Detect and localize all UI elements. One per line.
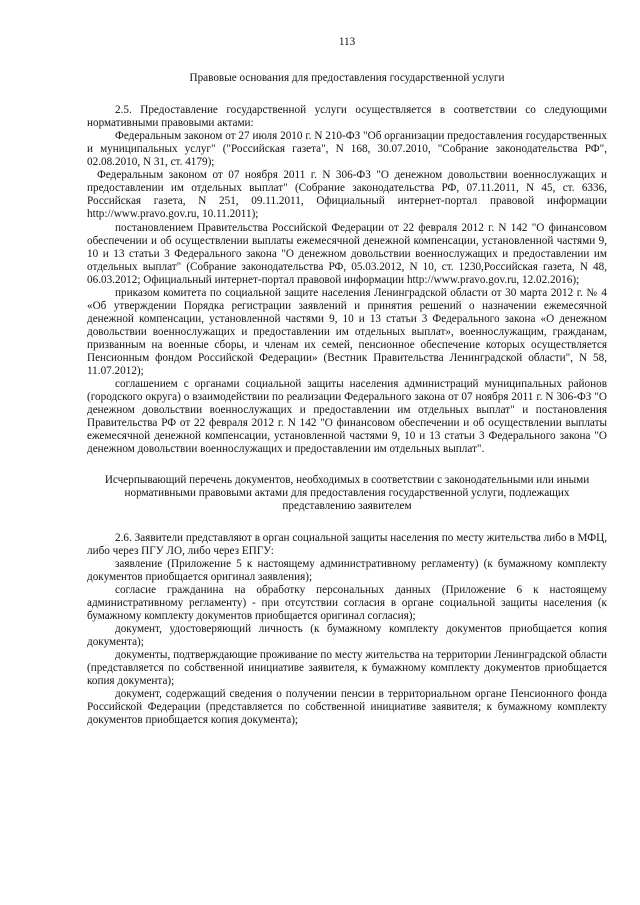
paragraph-identity-document: документ, удостоверяющий личность (к бумажному комплекту документов приобщается копия документа); [87, 622, 607, 648]
paragraph-law-210: Федеральным законом от 27 июля 2010 г. N 210-ФЗ "Об организации предоставления государственных и муниципальных услуг" ("Российская газета", N 168, 30.07.2010, "Собрание законодательства РФ", 02.08.2010, N 31, ст. 4179); [87, 130, 607, 169]
paragraph-law-306: Федеральным законом от 07 ноября 2011 г. N 306-ФЗ "О денежном довольствии военнослужащих и предоставлении им отдельных выплат" (Собрание законодательства РФ, 07.11.2011, N 45, ст. 6336, Российская газета, N 251, 09.11.2011, Официальный интернет-портал правовой информации http://www.pravo.gov.ru, 10.11.2011); [87, 169, 607, 221]
paragraph-order-4: приказом комитета по социальной защите населения Ленинградской области от 30 марта 2012 г. № 4 «Об утверждении Порядка регистрации заявлений и принятия решений о назначении ежемесячной денежной компенсации, установленной частями 9, 10 и 13 статьи 3 Федерального закона «О денежном довольствии военнослужащих и предоставлении им отдельных выплат», военнослужащим, гражданам, призванным на военные сборы, и членам их семей, пенсионное обеспечение которых осуществляется Пенсионным фондом Российской Федерации» (Вестник Правительства Ленинградской области", N 58, 11.07.2012); [87, 286, 607, 378]
paragraph-decree-142: постановлением Правительства Российской Федерации от 22 февраля 2012 г. N 142 "О финансовом обеспечении и об осуществлении выплаты ежемесячной денежной компенсации, установленной частями 9, 10 и 13 статьи 3 Федерального закона "О денежном довольствии военнослужащих и предоставлении им отдельных выплат" (Собрание законодательства РФ, 05.03.2012, N 10, ст. 1230,Российская газета, N 48, 06.03.2012; Официальный интернет-портал правовой информации http://www.pravo.gov.ru, 12.02.2016); [87, 221, 607, 286]
paragraph-consent: согласие гражданина на обработку персональных данных (Приложение 6 к настоящему административному регламенту) - при отсутствии согласия в органе социальной защиты населения (к бумажному комплекту документов приобщается оригинал согласия); [87, 583, 607, 622]
page-number: 113 [338, 36, 356, 48]
paragraph-application: заявление (Приложение 5 к настоящему административному регламенту) (к бумажному комплекту документов приобщается оригинал заявления); [87, 557, 607, 583]
paragraph-residence-documents: документы, подтверждающие проживание по месту жительства на территории Ленинградской области (представляется по собственной инициативе заявителя, к бумажному комплекту документов приобщается копия документа); [87, 648, 607, 688]
documents-heading: Исчерпывающий перечень документов, необходимых в соответствии с законодательными или иными нормативными правовыми актами для предоставления государственной услуги, подлежащих представлению заявителем [104, 474, 590, 513]
paragraph-agreement: соглашением с органами социальной защиты населения администраций муниципальных районов (городского округа) о взаимодействии по реализации Федерального закона от 07 ноября 2011 г. N 306-ФЗ "О денежном довольствии военнослужащих и предоставлении им отдельных выплат" и постановления Правительства РФ от 22 февраля 2012 г. N 142 "О финансовом обеспечении и об осуществлении выплаты ежемесячной денежной компенсации, установленной частями 9, 10 и 13 статьи 3 Федерального закона "О денежном довольствии военнослужащих и предоставлении им отдельных выплат". [87, 378, 607, 456]
paragraph-pension-document: документ, содержащий сведения о получении пенсии в территориальном органе Пенсионного фонда Российской Федерации (представляется по собственной инициативе заявителя; к бумажному комплекту документов приобщается копия документа); [87, 688, 607, 727]
paragraph-2-6: 2.6. Заявители представляют в орган социальной защиты населения по месту жительства либо в МФЦ, либо через ПГУ ЛО, либо через ЕПГУ: [87, 531, 607, 557]
section-heading: Правовые основания для предоставления государственной услуги [189, 72, 505, 85]
paragraph-2-5: 2.5. Предоставление государственной услуги осуществляется в соответствии со следующими нормативными правовыми актами: [87, 104, 607, 130]
